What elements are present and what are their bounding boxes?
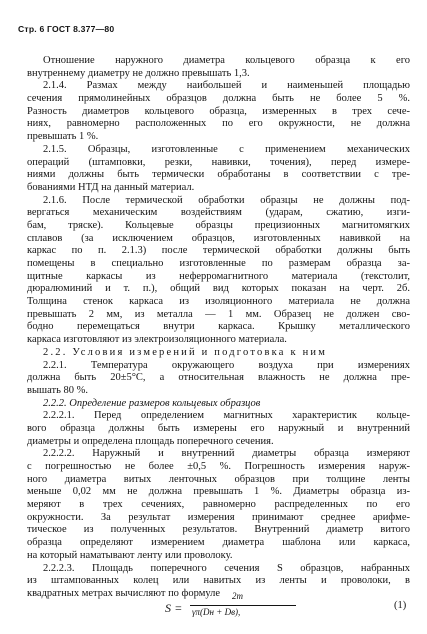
text-line: вергаться механическим воздействиям (ударам, сжатию, изги- (27, 207, 410, 219)
formula-lhs: S (165, 601, 171, 615)
text-line: 2.2.2.3. Площадь поперечного сечения S образцов, набранных (43, 562, 410, 574)
text-line: ниями должны быть термически обработаны в соответствии с тре- (27, 169, 410, 181)
text-line: вышать 80 %. (27, 384, 88, 396)
text-line: меньше 0,02 мм не должна превышать 1 %. Диаметры образца из- (27, 486, 410, 498)
formula-numerator: 2m (232, 591, 243, 601)
text-line: 2.2.2.1. Перед определением магнитных характеристик кольце- (43, 410, 410, 422)
text-line: квадратных метрах вычисляют по формуле (27, 587, 221, 599)
text-line: меряют в трех сечениях, равномерно распределенных по его (27, 499, 410, 511)
text-line: превышать 1 %. (27, 131, 99, 143)
text-line: сплавов (за исключением образцов, изготовленных навивкой на (27, 232, 410, 244)
text-line: Отношение наружного диаметра кольцевого образца к его (43, 55, 410, 66)
text-line: каркаса изготовляют из электроизоляционного материала. (27, 334, 287, 346)
text-line: бованиями НТД на данный материал. (27, 181, 195, 193)
text-line: внутреннему диаметру не должно превышать 1,3. (27, 67, 250, 79)
text-line: сечения прямолинейных образцов должна быть не более 5 %. (27, 93, 410, 105)
text-line: Разность диаметров кольцевого образца, измеренных в трех сече- (27, 105, 410, 117)
text-line: образца определяют измерением диаметра шаблона или каркаса, (27, 537, 410, 549)
page-header: Стр. 6 ГОСТ 8.377—80 (18, 24, 115, 34)
text-line: дюралюминий и т. п.), общий вид которых показан на черт. 2б. (27, 283, 410, 295)
text-line: операций (штамповки, резки, навивки, точения), перед измере- (27, 156, 410, 168)
text-line: 2.2.2. Определение размеров кольцевых образцов (43, 397, 261, 409)
text-line: 2.1.6. После термической обработки образцы не должны под- (43, 194, 410, 206)
text-line: каркас по п. 2.1.3) после термической обработки должны быть (27, 245, 410, 257)
text-line: диаметры и определена площадь поперечного сечения. (27, 435, 274, 447)
text-line: ниях, равномерно расположенных по его окружности, не должна (27, 118, 410, 130)
text-line: 2.2.1. Температура окружающего воздуха при измерениях (43, 359, 410, 371)
text-line: бам, тряске). Кольцевые образцы прецизионных магнитомягких (27, 219, 410, 231)
formula-fraction-bar (190, 605, 296, 606)
text-line: щитные каркасы из неферромагнитного материала (текстолит, (27, 270, 410, 282)
text-line: должна быть 20±5°С, а относительная влажность не должна пре- (27, 372, 410, 384)
text-line: на который наматывают ленту или проволоку. (27, 549, 233, 561)
formula-equals: = (175, 601, 182, 615)
text-line: из штампованных колец или навитых из ленты и проволоки, в (27, 575, 410, 587)
text-line: окружности. За результат измерения принимают среднее арифме- (27, 511, 410, 523)
text-line: 2.1.4. Размах между наибольшей и наименьшей площадью (43, 80, 410, 92)
text-line: бодно перемещаться внутри каркаса. Крышку металлического (27, 321, 410, 333)
text-line: помещены в специально изготовленные по размерам образца за- (27, 258, 410, 269)
document-body (27, 55, 410, 601)
text-line: 2.2. Условия измерений и подготовка к ним (43, 346, 328, 358)
formula-number: (1) (394, 600, 407, 611)
text-line: Толщина стенок каркаса из изоляционного материала не должна (27, 296, 410, 308)
formula-denominator: γπ(Dн + Dв), (192, 607, 241, 617)
text-line: тическое из полученных результатов. Внутренний диаметр витого (27, 524, 410, 536)
text-line: 2.2.2.2. Наружный и внутренний диаметры образца измеряют (43, 448, 410, 460)
text-line: ного диаметра витых ленточных образцов при толщине ленты (27, 473, 410, 485)
text-line: с погрешностью не более ±0,5 %. Погрешность измерения наруж- (27, 461, 410, 472)
text-line: вого образца должны быть измерены его наружный и внутренний (27, 422, 410, 434)
text-line: превышать 2 мм, из металла — 1 мм. Образец не должен сво- (27, 308, 410, 320)
text-line: 2.1.5. Образцы, изготовленные с применением механических (43, 143, 410, 155)
